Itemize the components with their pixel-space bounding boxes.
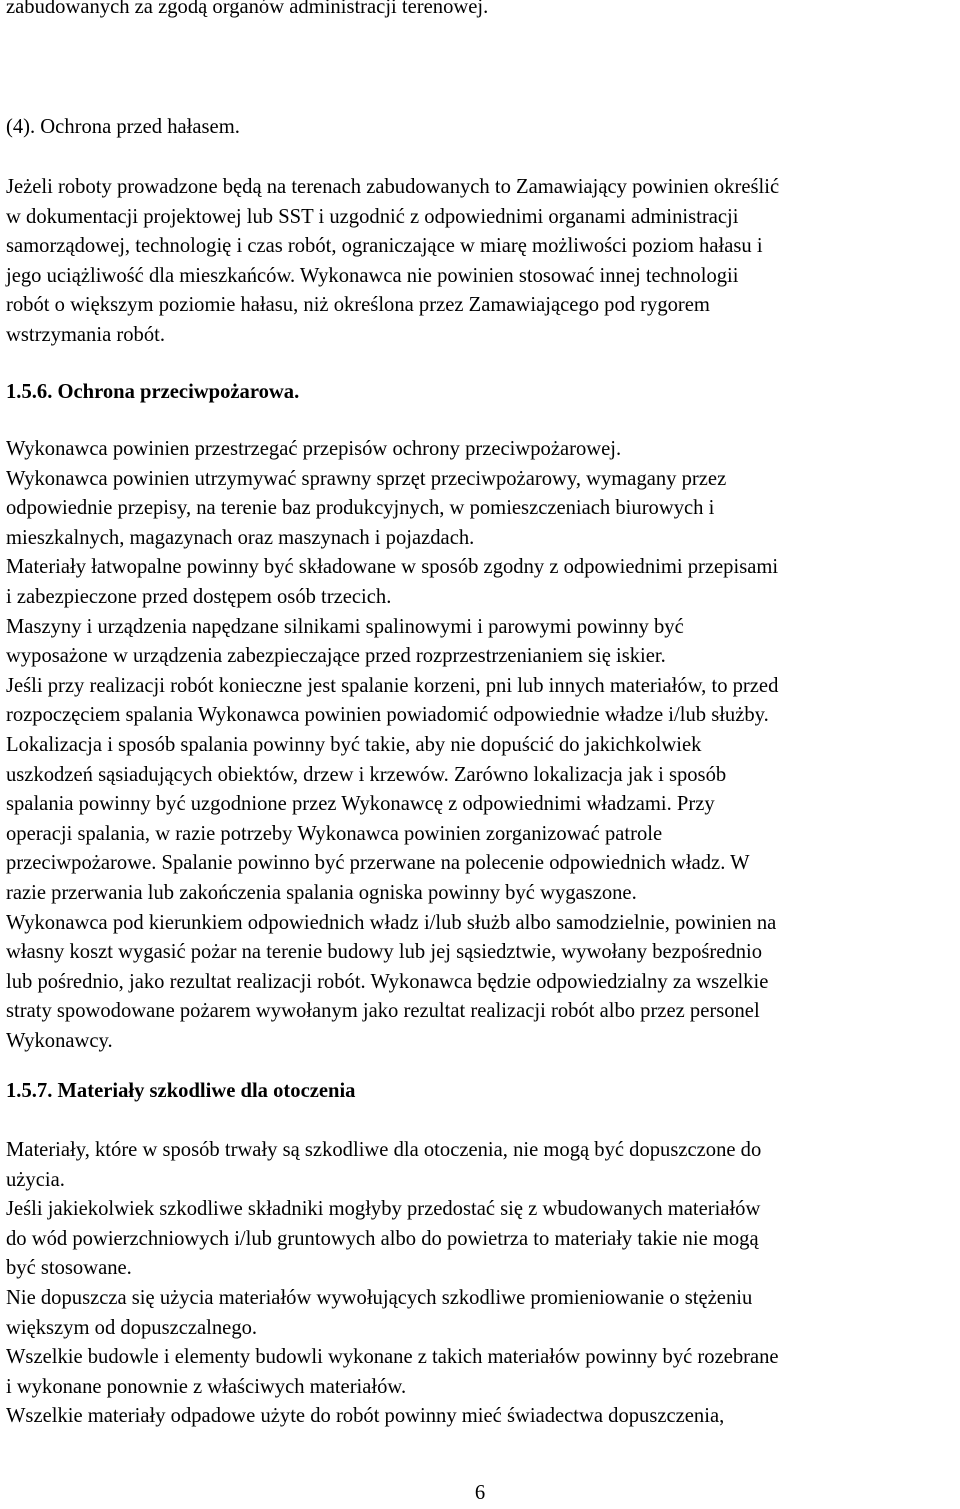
text-line: straty spowodowane pożarem wywołanym jako rezultat realizacji robót albo przez personel (6, 1000, 760, 1023)
text-line: mieszkalnych, magazynach oraz maszynach i pojazdach. (6, 526, 475, 549)
text-line: uszkodzeń sąsiadujących obiektów, drzew i krzewów. Zarówno lokalizacja jak i sposób (6, 763, 727, 786)
text-line: spalania powinny być uzgodnione przez Wykonawcę z odpowiednimi władzami. Przy (6, 793, 715, 816)
text-line: rozpoczęciem spalania Wykonawca powinien powiadomić odpowiednie władze i/lub służby. (6, 704, 769, 727)
text-line: użycia. (6, 1168, 65, 1191)
page-number: 6 (474, 1482, 486, 1504)
text-line: własny koszt wygasić pożar na terenie budowy lub jej sąsiedztwie, wywołany bezpośrednio (6, 941, 763, 964)
text-line: i zabezpieczone przed dostępem osób trzecich. (6, 585, 392, 608)
text-line: Materiały, które w sposób trwały są szkodliwe dla otoczenia, nie mogą być dopuszczone do (6, 1139, 762, 1161)
text-line: zabudowanych za zgodą organów administracji terenowej. (6, 0, 489, 18)
text-line: lub pośrednio, jako rezultat realizacji robót. Wykonawca będzie odpowiedzialny za wszelkie (6, 970, 769, 993)
text-line: Wszelkie budowle i elementy budowli wykonane z takich materiałów powinny być rozebrane (6, 1346, 779, 1369)
text-line: jego uciążliwość dla mieszkańców. Wykonawca nie powinien stosować innej technologii (6, 264, 739, 287)
text-line: Lokalizacja i sposób spalania powinny być takie, aby nie dopuścić do jakichkolwiek (6, 733, 702, 756)
text-line: Wszelkie materiały odpadowe użyte do robót powinny mieć świadectwa dopuszczenia, (6, 1405, 725, 1428)
text-line: Wykonawca pod kierunkiem odpowiednich władz i/lub służb albo samodzielnie, powinien na (6, 911, 777, 934)
text-line: Nie dopuszcza się użycia materiałów wywołujących szkodliwe promieniowanie o stężeniu (6, 1286, 753, 1309)
text-line: odpowiednie przepisy, na terenie baz produkcyjnych, w pomieszczeniach biurowych i (6, 497, 715, 520)
text-line: przeciwpożarowe. Spalanie powinno być przerwane na polecenie odpowiednich władz. W (6, 852, 750, 875)
text-line: do wód powierzchniowych i/lub gruntowych albo do powietrza to materiały takie nie mogą (6, 1227, 759, 1250)
text-line: Wykonawcy. (6, 1029, 113, 1052)
text-line: wyposażone w urządzenia zabezpieczające przed rozprzestrzenianiem się iskier. (6, 645, 666, 668)
text-line: Maszyny i urządzenia napędzane silnikami spalinowymi i parowymi powinny być (6, 615, 684, 638)
text-line: większym od dopuszczalnego. (6, 1316, 258, 1339)
harmful-section-paragraph (6, 1136, 958, 1432)
text-line: Jeśli jakiekolwiek szkodliwe składniki mogłyby przedostać się z wbudowanych materiałów (6, 1198, 761, 1221)
harmful-section-heading: 1.5.7. Materiały szkodliwe dla otoczenia (6, 1080, 356, 1102)
fire-section-heading: 1.5.6. Ochrona przeciwpożarowa. (6, 381, 300, 403)
fire-section-paragraph (6, 435, 958, 1056)
text-line: być stosowane. (6, 1257, 132, 1280)
text-line: Wykonawca powinien przestrzegać przepisów ochrony przeciwpożarowej. (6, 438, 622, 460)
text-line: robót o większym poziomie hałasu, niż określona przez Zamawiającego pod rygorem (6, 294, 710, 317)
text-line: razie przerwania lub zakończenia spalania ogniska powinny być wygaszone. (6, 881, 637, 904)
intro-text (6, 0, 958, 23)
noise-section-heading: (4). Ochrona przed hałasem. (6, 116, 240, 138)
text-line: Jeśli przy realizacji robót konieczne jest spalanie korzeni, pni lub innych materiałów, to przed (6, 674, 779, 697)
text-line: w dokumentacji projektowej lub SST i uzgodnić z odpowiednimi organami administracji (6, 205, 739, 228)
text-line: wstrzymania robót. (6, 323, 165, 346)
text-line: Jeżeli roboty prowadzone będą na terenach zabudowanych to Zamawiający powinien określić (6, 176, 780, 198)
text-line: samorządowej, technologię i czas robót, ograniczające w miarę możliwości poziom hałasu i (6, 235, 763, 258)
text-line: Materiały łatwopalne powinny być składowane w sposób zgodny z odpowiednimi przepisami (6, 556, 779, 579)
text-line: operacji spalania, w razie potrzeby Wykonawca powinien zorganizować patrole (6, 822, 663, 845)
noise-section-paragraph (6, 173, 958, 351)
text-line: i wykonane ponownie z właściwych materiałów. (6, 1375, 407, 1398)
text-line: Wykonawca powinien utrzymywać sprawny sprzęt przeciwpożarowy, wymagany przez (6, 467, 727, 490)
